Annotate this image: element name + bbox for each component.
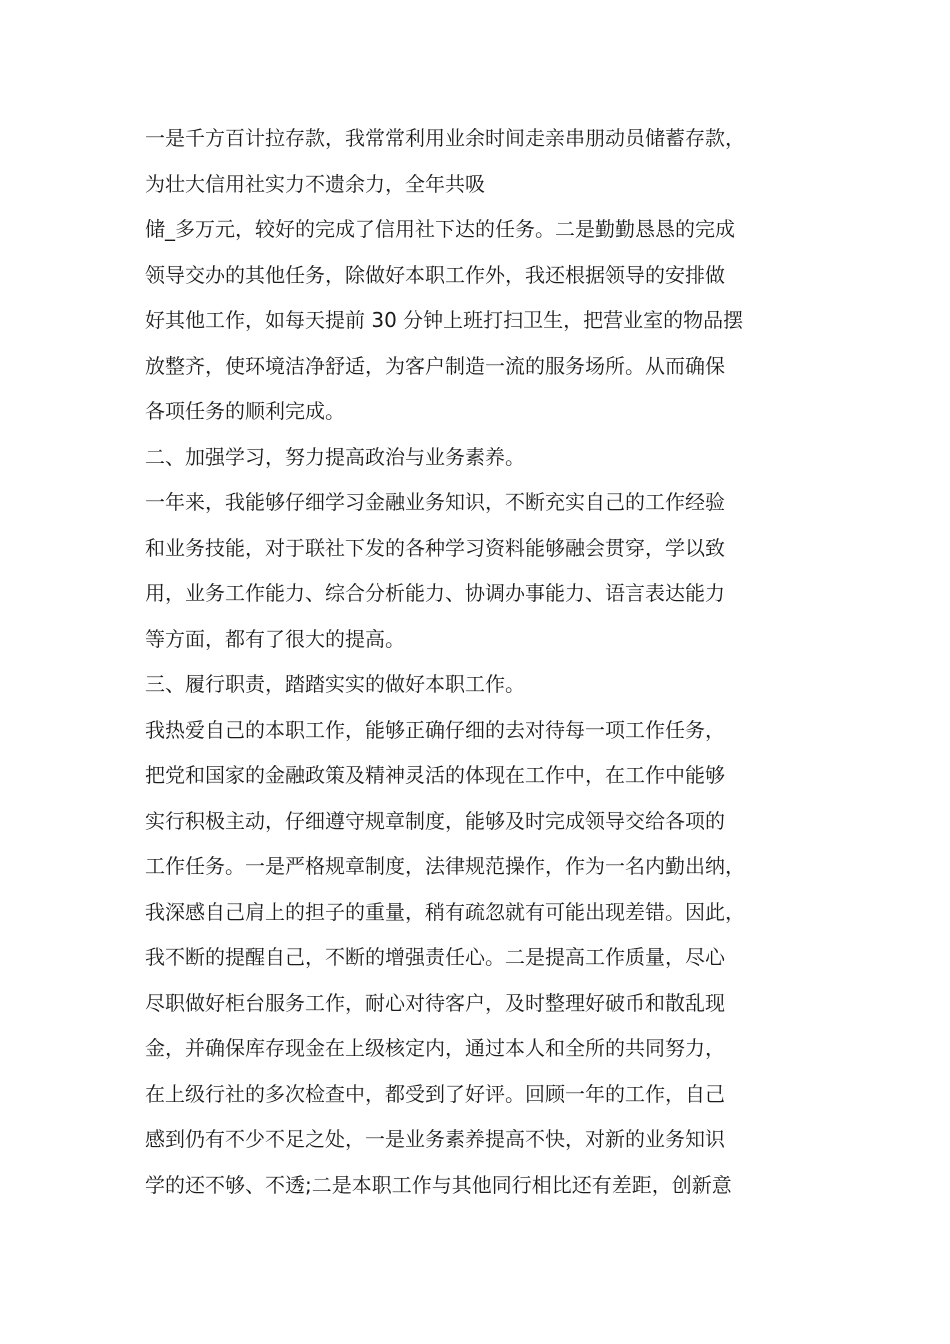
text-line: 好其他工作，如每天提前 30 分钟上班打扫卫生，把营业室的物品摆 (145, 308, 744, 332)
text-line: 领导交办的其他任务，除做好本职工作外，我还根据领导的安排做 (145, 262, 725, 287)
document-body (145, 116, 835, 1208)
text-line: 一年来，我能够仔细学习金融业务知识，不断充实自己的工作经验 (145, 490, 725, 514)
text-line: 储_多万元，较好的完成了信用社下达的任务。二是勤勤恳恳的完成 (145, 217, 735, 241)
text-line: 尽职做好柜台服务工作，耐心对待客户，及时整理好破币和散乱现 (145, 990, 725, 1015)
text-line: 工作任务。一是严格规章制度，法律规范操作，作为一名内勤出纳， (145, 854, 745, 878)
text-line: 我深感自己肩上的担子的重量，稍有疏忽就有可能出现差错。因此， (145, 899, 745, 924)
text-line: 感到仍有不少不足之处，一是业务素养提高不快，对新的业务知识 (145, 1127, 725, 1151)
text-line: 一是千方百计拉存款，我常常利用业余时间走亲串朋动员储蓄存款， (145, 126, 745, 150)
text-line: 把党和国家的金融政策及精神灵活的体现在工作中，在工作中能够 (145, 763, 725, 787)
text-line: 我热爱自己的本职工作，能够正确仔细的去对待每一项工作任务， (145, 717, 725, 742)
text-line: 在上级行社的多次检查中，都受到了好评。回顾一年的工作，自己 (145, 1081, 725, 1106)
text-line: 学的还不够、不透;二是本职工作与其他同行相比还有差距，创新意 (145, 1172, 732, 1197)
section-heading: 二、加强学习，努力提高政治与业务素养。 (145, 444, 525, 469)
text-line: 为壮大信用社实力不遗余力，全年共吸 (145, 171, 485, 196)
text-line: 等方面，都有了很大的提高。 (145, 626, 405, 651)
text-line: 放整齐，使环境洁净舒适，为客户制造一流的服务场所。从而确保 (145, 353, 725, 378)
text-line: 实行积极主动，仔细遵守规章制度，能够及时完成领导交给各项的 (145, 808, 725, 833)
section-heading: 三、履行职责，踏踏实实的做好本职工作。 (145, 672, 525, 696)
text-line: 和业务技能，对于联社下发的各种学习资料能够融会贯穿，学以致 (145, 535, 725, 560)
text-line: 各项任务的顺利完成。 (145, 399, 345, 423)
text-line: 我不断的提醒自己，不断的增强责任心。二是提高工作质量，尽心 (145, 945, 725, 969)
text-line: 金，并确保库存现金在上级核定内，通过本人和全所的共同努力， (145, 1036, 725, 1060)
text-line: 用，业务工作能力、综合分析能力、协调办事能力、语言表达能力 (145, 581, 725, 605)
